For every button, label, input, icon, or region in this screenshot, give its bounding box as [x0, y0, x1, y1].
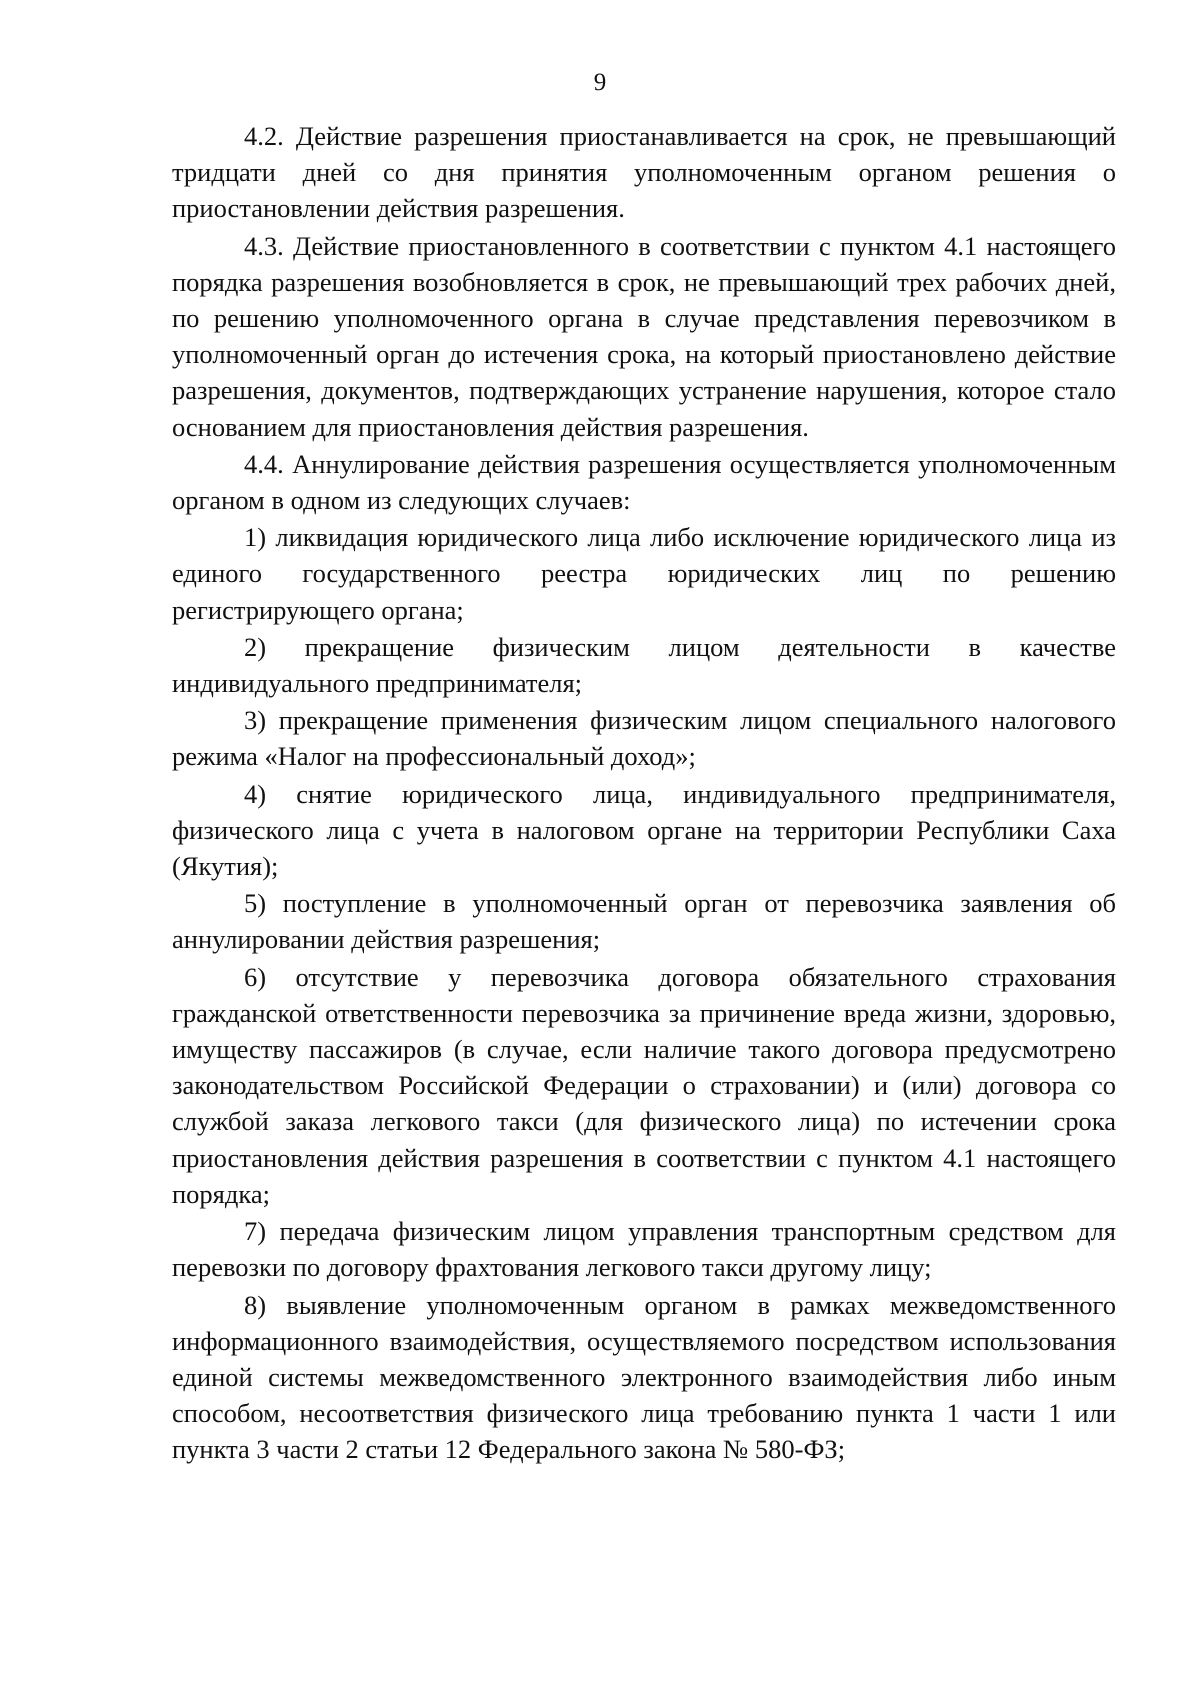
- list-item-6: 6) отсутствие у перевозчика договора обязательного страхования гражданской ответственности перевозчика за причинение вреда жизни, здоровью, имуществу пассажиров (в случае, если наличие такого договора предусмотрено законодательством Российской Федерации о страховании) и (или) договора со службой заказа легкового такси (для физического лица) по истечении срока приостановления действия разрешения в соответствии с пунктом 4.1 настоящего порядка;: [172, 961, 1116, 1209]
- page-number: 9: [593, 69, 607, 96]
- list-item-2: 2) прекращение физическим лицом деятельности в качестве индивидуального предпринимателя;: [172, 631, 1116, 699]
- document-body: [172, 118, 1116, 1469]
- list-item-1: 1) ликвидация юридического лица либо исключение юридического лица из единого государственного реестра юридических лиц по решению регистрирующего органа;: [172, 522, 1116, 625]
- paragraph-4-4: 4.4. Аннулирование действия разрешения осуществляется уполномоченным органом в одном из следующих случаев:: [172, 448, 1116, 516]
- list-item-5: 5) поступление в уполномоченный орган от перевозчика заявления об аннулировании действия разрешения;: [172, 888, 1116, 955]
- list-item-8: 8) выявление уполномоченным органом в рамках межведомственного информационного взаимодействия, осуществляемого посредством использования единой системы межведомственного электронного взаимодействия либо иным способом, несоответствия физического лица требованию пункта 1 части 1 или пункта 3 части 2 статьи 12 Федерального закона № 580-ФЗ;: [172, 1289, 1116, 1465]
- paragraph-4-3: 4.3. Действие приостановленного в соответствии с пунктом 4.1 настоящего порядка разрешения возобновляется в срок, не превышающий трех рабочих дней, по решению уполномоченного органа в случае представления перевозчиком в уполномоченный орган до истечения срока, на который приостановлено действие разрешения, документов, подтверждающих устранение нарушения, которое стало основанием для приостановления действия разрешения.: [172, 230, 1116, 442]
- list-item-3: 3) прекращение применения физическим лицом специального налогового режима «Налог на профессиональный доход»;: [172, 705, 1116, 772]
- paragraph-4-2: 4.2. Действие разрешения приостанавливается на срок, не превышающий тридцати дней со дня принятия уполномоченным органом решения о приостановлении действия разрешения.: [172, 121, 1116, 224]
- list-item-7: 7) передача физическим лицом управления транспортным средством для перевозки по договору фрахтования легкового такси другому лицу;: [172, 1216, 1116, 1283]
- list-item-4: 4) снятие юридического лица, индивидуального предпринимателя, физического лица с учета в налоговом органе на территории Республики Саха (Якутия);: [172, 778, 1116, 882]
